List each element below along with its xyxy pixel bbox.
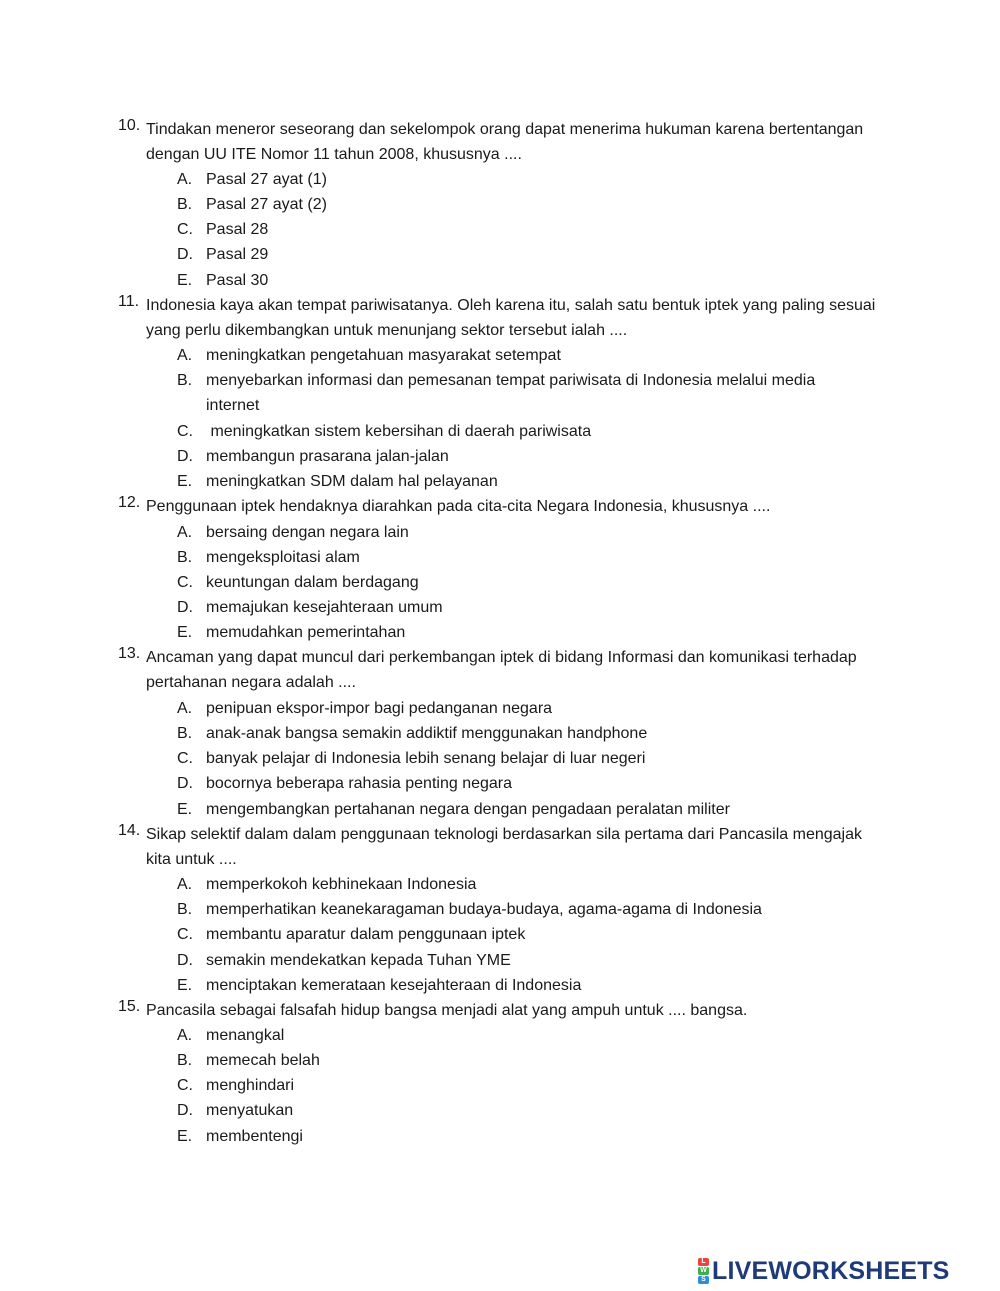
option-text: Pasal 27 ayat (1) [206, 171, 327, 188]
option-letter: C. [177, 926, 193, 943]
option-14-a[interactable] [177, 872, 857, 897]
question-15 [118, 998, 888, 1023]
option-text: mengeksploitasi alam [206, 549, 360, 566]
option-text: Pasal 29 [206, 246, 269, 263]
question-text: Pancasila sebagai falsafah hidup bangsa menjadi alat yang ampuh untuk .... bangsa. [146, 1002, 748, 1019]
option-letter: D. [177, 775, 193, 792]
option-11-b[interactable] [177, 368, 827, 418]
option-13-a[interactable] [177, 696, 857, 721]
question-14 [118, 822, 888, 872]
option-letter: E. [177, 473, 193, 490]
option-letter: E. [177, 801, 193, 818]
option-13-b[interactable] [177, 721, 857, 746]
question-text: Sikap selektif dalam dalam penggunaan teknologi berdasarkan sila pertama dari Pancasila mengajak kita untuk .... [146, 826, 862, 869]
question-number: 15. [118, 998, 141, 1015]
option-text: membangun prasarana jalan-jalan [206, 448, 449, 465]
option-10-e[interactable] [177, 268, 857, 293]
option-12-b[interactable] [177, 545, 857, 570]
option-letter: C. [177, 750, 193, 767]
option-text: menciptakan kemerataan kesejahteraan di Indonesia [206, 977, 582, 994]
logo-mark-letter: W [698, 1267, 709, 1275]
option-text: meningkatkan pengetahuan masyarakat setempat [206, 347, 561, 364]
option-letter: C. [177, 221, 193, 238]
question-text: Ancaman yang dapat muncul dari perkembangan iptek di bidang Informasi dan komunikasi terhadap pertahanan negara adalah .... [146, 649, 857, 692]
option-letter: E. [177, 1128, 193, 1145]
option-letter: C. [177, 574, 193, 591]
option-13-e[interactable] [177, 797, 857, 822]
option-10-d[interactable] [177, 242, 857, 267]
option-letter: B. [177, 549, 193, 566]
question-number: 14. [118, 822, 141, 839]
option-text: memajukan kesejahteraan umum [206, 599, 443, 616]
option-text: Pasal 27 ayat (2) [206, 196, 327, 213]
question-number: 12. [118, 494, 141, 511]
option-letter: B. [177, 196, 193, 213]
logo-mark-letter: L [698, 1258, 709, 1266]
option-14-e[interactable] [177, 973, 857, 998]
option-text: meningkatkan SDM dalam hal pelayanan [206, 473, 498, 490]
option-text: anak-anak bangsa semakin addiktif menggunakan handphone [206, 725, 648, 742]
option-text: menghindari [206, 1077, 295, 1094]
option-letter: B. [177, 372, 193, 389]
option-text: menyebarkan informasi dan pemesanan tempat pariwisata di Indonesia melalui media internet [206, 372, 816, 415]
liveworksheets-logo[interactable] [698, 1256, 950, 1286]
option-12-e[interactable] [177, 620, 857, 645]
option-letter: B. [177, 725, 193, 742]
option-text: memperkokoh kebhinekaan Indonesia [206, 876, 477, 893]
option-text: memecah belah [206, 1052, 320, 1069]
logo-text: LIVEWORKSHEETS [712, 1256, 950, 1285]
option-11-e[interactable] [177, 469, 857, 494]
option-text: menangkal [206, 1027, 285, 1044]
option-10-b[interactable] [177, 192, 857, 217]
option-text: memudahkan pemerintahan [206, 624, 406, 641]
question-10 [118, 117, 888, 167]
option-letter: A. [177, 524, 193, 541]
question-number: 11. [118, 293, 140, 310]
option-14-c[interactable] [177, 922, 857, 947]
option-15-d[interactable] [177, 1098, 857, 1123]
option-letter: D. [177, 246, 193, 263]
option-letter: B. [177, 1052, 193, 1069]
question-text: Penggunaan iptek hendaknya diarahkan pada cita-cita Negara Indonesia, khususnya .... [146, 498, 771, 515]
option-text: banyak pelajar di Indonesia lebih senang belajar di luar negeri [206, 750, 646, 767]
option-14-d[interactable] [177, 948, 857, 973]
option-letter: D. [177, 952, 193, 969]
question-11 [118, 293, 888, 343]
question-13 [118, 645, 888, 695]
option-11-c[interactable] [177, 419, 857, 444]
option-10-a[interactable] [177, 167, 857, 192]
option-text: memperhatikan keanekaragaman budaya-budaya, agama-agama di Indonesia [206, 901, 762, 918]
option-letter: A. [177, 347, 193, 364]
logo-mark-icon [698, 1258, 709, 1284]
question-text: Tindakan meneror seseorang dan sekelompok orang dapat menerima hukuman karena bertentangan dengan UU ITE Nomor 11 tahun 2008, khususnya .... [146, 121, 864, 164]
option-letter: D. [177, 599, 193, 616]
option-text: Pasal 28 [206, 221, 269, 238]
option-text: menyatukan [206, 1102, 294, 1119]
option-letter: B. [177, 901, 193, 918]
option-text: meningkatkan sistem kebersihan di daerah pariwisata [206, 423, 592, 440]
option-letter: A. [177, 1027, 193, 1044]
option-15-e[interactable] [177, 1124, 857, 1149]
option-12-a[interactable] [177, 520, 857, 545]
option-text: membentengi [206, 1128, 303, 1145]
option-letter: C. [177, 1077, 193, 1094]
option-text: membantu aparatur dalam penggunaan iptek [206, 926, 526, 943]
option-letter: D. [177, 448, 193, 465]
option-15-a[interactable] [177, 1023, 857, 1048]
option-text: Pasal 30 [206, 272, 269, 289]
option-letter: E. [177, 272, 193, 289]
option-11-d[interactable] [177, 444, 857, 469]
option-letter: C. [177, 423, 193, 440]
question-number: 10. [118, 117, 141, 134]
option-letter: A. [177, 700, 193, 717]
option-letter: D. [177, 1102, 193, 1119]
option-letter: E. [177, 624, 193, 641]
option-13-c[interactable] [177, 746, 857, 771]
option-14-b[interactable] [177, 897, 857, 922]
option-12-c[interactable] [177, 570, 857, 595]
option-letter: E. [177, 977, 193, 994]
option-text: penipuan ekspor-impor bagi pedanganan negara [206, 700, 553, 717]
option-text: keuntungan dalam berdagang [206, 574, 419, 591]
option-12-d[interactable] [177, 595, 857, 620]
option-text: bersaing dengan negara lain [206, 524, 409, 541]
option-11-a[interactable] [177, 343, 857, 368]
option-letter: A. [177, 171, 193, 188]
question-12 [118, 494, 888, 519]
question-number: 13. [118, 645, 141, 662]
option-text: bocornya beberapa rahasia penting negara [206, 775, 513, 792]
option-10-c[interactable] [177, 217, 857, 242]
question-text: Indonesia kaya akan tempat pariwisatanya. Oleh karena itu, salah satu bentuk iptek yang paling sesuai yang perlu dikembangkan untuk menunjang sektor tersebut ialah .... [146, 297, 876, 340]
option-15-c[interactable] [177, 1073, 857, 1098]
option-letter: A. [177, 876, 193, 893]
option-text: semakin mendekatkan kepada Tuhan YME [206, 952, 511, 969]
option-13-d[interactable] [177, 771, 857, 796]
logo-mark-letter: S [698, 1276, 709, 1284]
option-text: mengembangkan pertahanan negara dengan pengadaan peralatan militer [206, 801, 730, 818]
option-15-b[interactable] [177, 1048, 857, 1073]
